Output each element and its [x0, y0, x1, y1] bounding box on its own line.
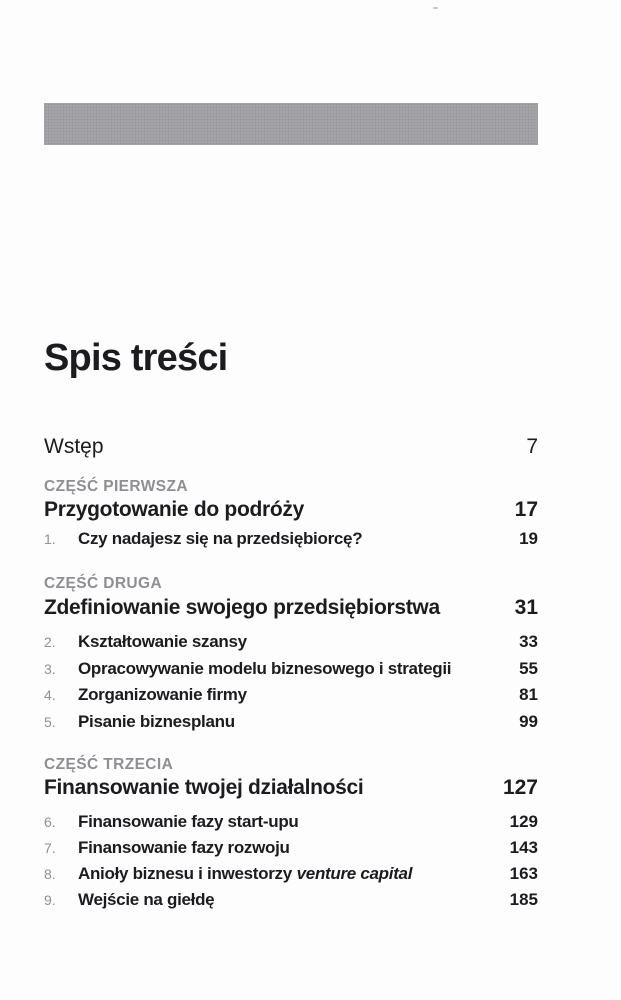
chapter-title: Zorganizowanie firmy: [78, 685, 247, 704]
chapter-page-number: 129: [509, 812, 538, 831]
part-title: Zdefiniowanie swojego przedsiębiorstwa: [44, 596, 440, 619]
toc-entry-chapter: [44, 684, 538, 706]
chapter-page-number: 99: [519, 712, 538, 731]
toc-entry-chapter: [44, 711, 538, 733]
chapter-title: Finansowanie fazy start-upu: [78, 812, 299, 831]
chapter-number: 4.: [44, 687, 56, 703]
part-page-number: 17: [514, 498, 538, 521]
part-kicker: CZĘŚĆ DRUGA: [44, 575, 163, 592]
part-page-number: 31: [514, 596, 538, 619]
toc-entry-part: [44, 595, 538, 621]
chapter-page-number: 143: [509, 838, 538, 857]
part-title: Przygotowanie do podróży: [44, 498, 304, 521]
entry-page-number: 7: [526, 435, 538, 458]
chapter-title: Wejście na giełdę: [78, 890, 215, 909]
chapter-number: 1.: [44, 531, 56, 547]
toc-entry-chapter: [44, 811, 538, 833]
chapter-page-number: 163: [509, 864, 538, 883]
toc-entry-chapter: [44, 863, 538, 885]
chapter-number: 3.: [44, 661, 56, 677]
toc-entry-part: [44, 775, 538, 801]
chapter-number: 5.: [44, 714, 56, 730]
toc-entry-chapter: [44, 631, 538, 653]
chapter-number: 6.: [44, 814, 56, 830]
chapter-number: 8.: [44, 866, 56, 882]
chapter-page-number: 19: [519, 529, 538, 548]
page-title: Spis treści: [44, 337, 228, 379]
chapter-page-number: 81: [519, 685, 538, 704]
toc-entry-front-matter: [44, 434, 538, 460]
redacted-header-bar: [44, 103, 538, 145]
scan-speck: [433, 7, 438, 9]
chapter-title-italic: venture capital: [296, 864, 413, 883]
chapter-title: Anioły biznesu i inwestorzy: [78, 864, 292, 883]
toc-entry-chapter: [44, 528, 538, 550]
toc-entry-chapter: [44, 889, 538, 911]
chapter-title: Czy nadajesz się na przedsiębiorcę?: [78, 529, 363, 548]
chapter-title: Pisanie biznesplanu: [78, 712, 235, 731]
chapter-number: 9.: [44, 892, 56, 908]
chapter-number: 7.: [44, 840, 56, 856]
part-kicker: CZĘŚĆ PIERWSZA: [44, 478, 188, 495]
toc-entry-chapter: [44, 658, 538, 680]
chapter-page-number: 55: [519, 659, 538, 678]
toc-entry-part: [44, 497, 538, 523]
part-page-number: 127: [502, 776, 538, 799]
part-kicker: CZĘŚĆ TRZECIA: [44, 756, 174, 773]
chapter-page-number: 185: [509, 890, 538, 909]
part-title: Finansowanie twojej działalności: [44, 776, 364, 799]
entry-label: Wstęp: [44, 435, 104, 458]
chapter-title: Opracowywanie modelu biznesowego i strategii: [78, 659, 452, 678]
chapter-title: Kształtowanie szansy: [78, 632, 247, 651]
chapter-page-number: 33: [519, 632, 538, 651]
chapter-title: Finansowanie fazy rozwoju: [78, 838, 290, 857]
chapter-number: 2.: [44, 634, 56, 650]
toc-entry-chapter: [44, 837, 538, 859]
